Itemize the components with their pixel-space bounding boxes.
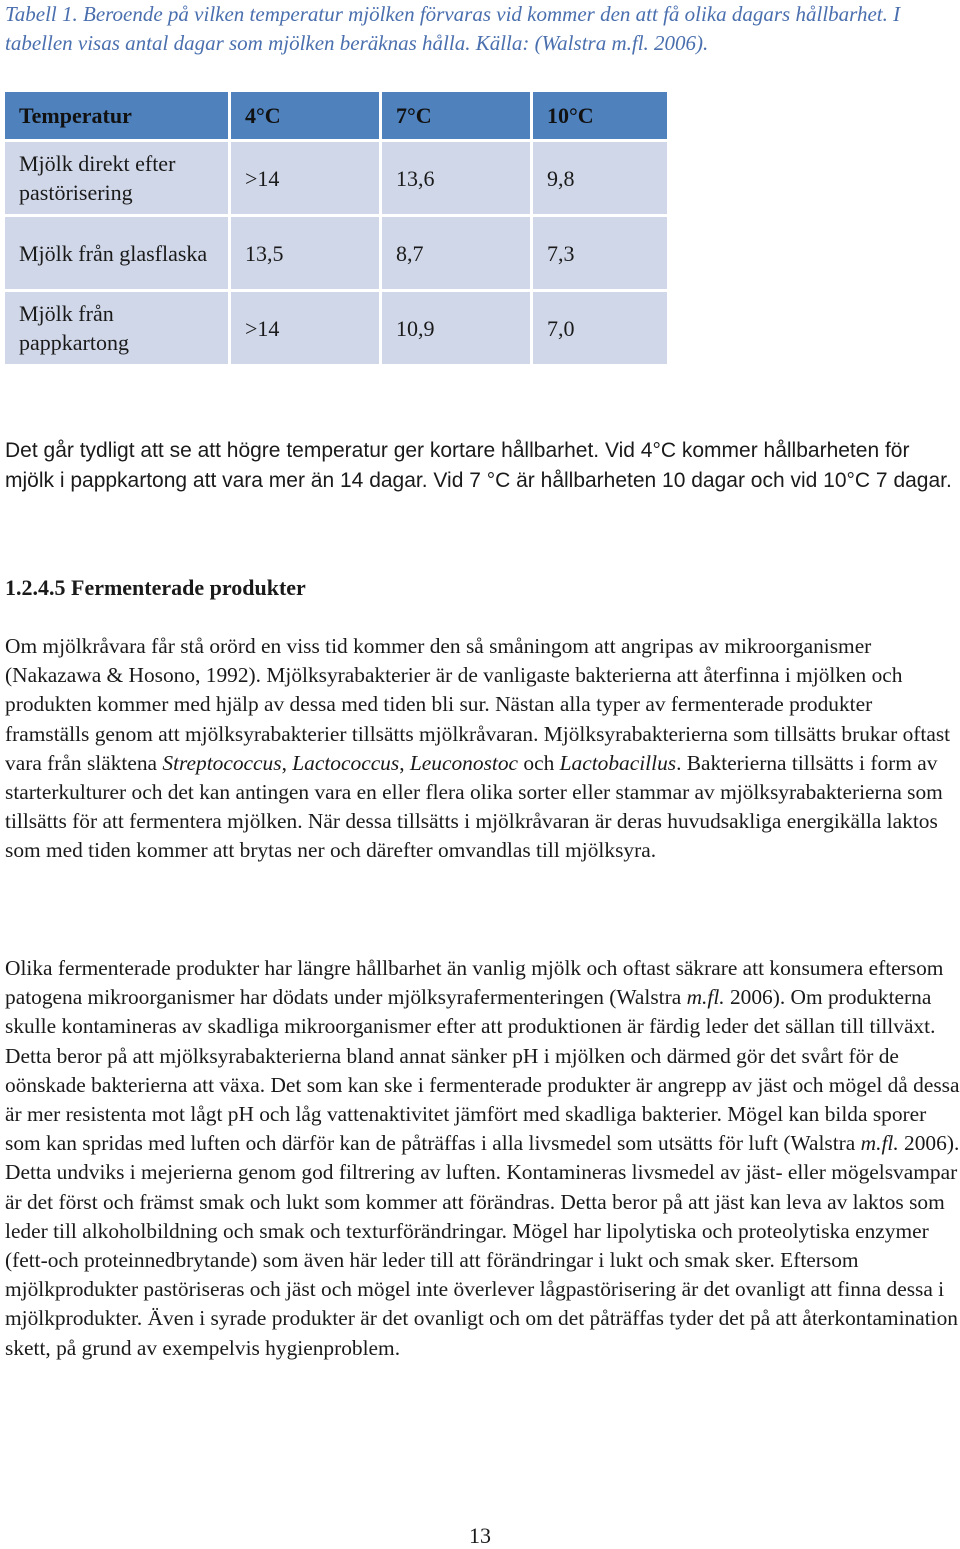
header-cell: 7°C (382, 92, 530, 139)
table-row (5, 217, 667, 289)
table-row (5, 292, 667, 364)
paragraph-text: , (399, 750, 410, 775)
citation-etal: m.fl. (686, 985, 725, 1010)
table-header-row (5, 92, 667, 139)
genus-name: Leuconostoc (409, 750, 519, 775)
section-heading: 1.2.4.5 Fermenterade produkter (5, 575, 306, 600)
table-cell: 9,8 (533, 142, 667, 214)
table-cell: >14 (231, 142, 379, 214)
page-number: 13 (469, 1523, 491, 1548)
paragraph-text: , (281, 750, 293, 775)
paragraph-text: 2006). Detta undviks i mejerierna genom god filtrering av luften. Kontamineras livsmedel av jäst- eller mögelsvampar är det först och främst smak och lukt som kommer att förändras. Detta beror på att jäst kan leva av laktos som leder till alkoholbildning och smak och texturförändringar. Mögel har lipolytiska och proteolytiska enzymer (fett-och proteinnedbrytande) som även här leder till att förändringar i lukt och smak sker. Eftersom mjölkprodukter pastöriseras och jäst och mögel inte överlever lågpastörisering är det ovanligt att finna dessa i mjölkprodukter. Även i syrade produkter är det ovanligt och om det påträffas tyder det på att återkontamination skett, på grund av exempelvis hygienproblem. (5, 1131, 960, 1360)
table-cell: 7,3 (533, 217, 667, 289)
table-cell: 8,7 (382, 217, 530, 289)
shelf-life-table (2, 89, 670, 367)
table-cell: 7,0 (533, 292, 667, 364)
paragraph-fermentation (5, 632, 960, 866)
row-label: Mjölk direkt efter pastörisering (5, 142, 228, 214)
table-caption: Tabell 1. Beroende på vilken temperatur mjölken förvaras vid kommer den att få olika dagars hållbarhet. I tabellen visas antal dagar som mjölken beräknas hålla. Källa: (Walstra m.fl. 2006). (5, 2, 901, 55)
paragraph-shelf-life (5, 954, 960, 1363)
genus-name: Lactococcus (292, 750, 400, 775)
paragraph-text: 2006). Om produkterna skulle kontamineras av skadliga mikroorganismer efter att produktionen är färdig leder det sällan till tillväxt. Detta beror på att mjölksyrabakterierna bland annat sänker pH i mjölken och därmed gör det svårt för de oönskade bakterierna att växa. Det som kan ske i fermenterade produkter är angrepp av jäst och mögel då dessa är mer resistenta mot lågt pH och låg vattenaktivitet jämfört med skadliga bakterier. Mögel kan bilda sporer som kan spridas med luften och därför kan de påträffas i alla livsmedel som utsätts för luft (Walstra (5, 985, 960, 1156)
table-cell: 13,6 (382, 142, 530, 214)
table-cell: 10,9 (382, 292, 530, 364)
paragraph-text: Olika fermenterade produkter har längre hållbarhet än vanlig mjölk och oftast säkrare att konsumera eftersom patogena mikroorganismer har dödats under mjölksyrafermenteringen (Walstra (5, 956, 944, 1010)
header-cell: 10°C (533, 92, 667, 139)
table-cell: >14 (231, 292, 379, 364)
paragraph-text: . Bakterierna tillsätts i form av starterkulturer och det kan antingen vara en eller flera olika sorter eller stammar av mjölksyrabakterierna som tillsätts för att fermentera mjölken. När dessa tillsätts i mjölkråvaran är deras huvudsakliga energikälla laktos som med tiden kommer att brytas ner och därefter omvandlas till mjölksyra. (5, 750, 943, 863)
row-label: Mjölk från glasflaska (5, 217, 228, 289)
table-cell: 13,5 (231, 217, 379, 289)
citation-etal: m.fl. (860, 1131, 899, 1156)
table-row (5, 142, 667, 214)
paragraph-text: Om mjölkråvara får stå orörd en viss tid kommer den så småningom att angripas av mikroorganismer (Nakazawa & Hosono, 1992). Mjölksyrabakterier är de vanligaste bakterierna att återfinna i mjölken och produkten kommer med hjälp av dessa med tiden bli sur. Nästan alla typer av fermenterade produkter framställs genom att mjölksyrabakterier tillsätts mjölkråvaran. Mjölksyrabakterierna som tillsätts brukar oftast vara från släktena (5, 634, 951, 775)
summary-paragraph: Det går tydligt att se att högre temperatur ger kortare hållbarhet. Vid 4°C kommer hållbarheten för mjölk i pappkartong att vara mer än 14 dagar. Vid 7 °C är hållbarheten 10 dagar och vid 10°C 7 dagar. (5, 439, 952, 492)
header-cell: Temperatur (5, 92, 228, 139)
genus-name: Lactobacillus (559, 750, 677, 775)
genus-name: Streptococcus (162, 750, 282, 775)
row-label: Mjölk från pappkartong (5, 292, 228, 364)
header-cell: 4°C (231, 92, 379, 139)
paragraph-text: och (518, 750, 560, 775)
